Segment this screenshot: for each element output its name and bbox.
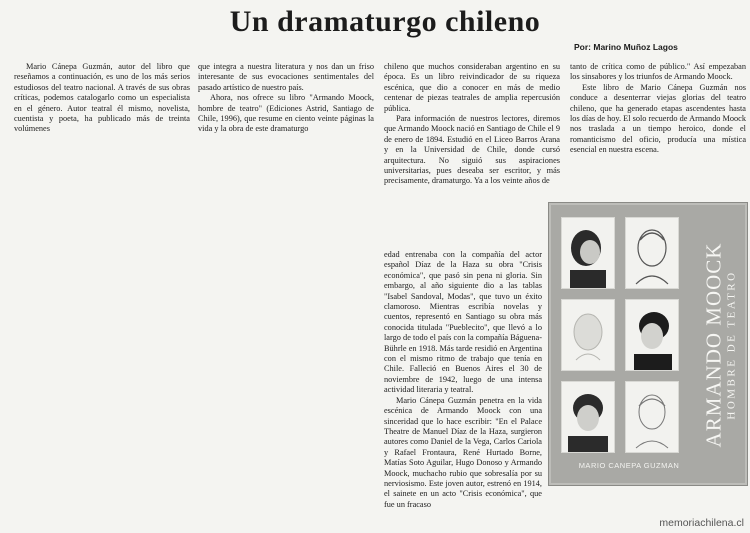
text-column-4	[570, 62, 746, 156]
portrait-grid	[561, 217, 695, 453]
paragraph: Mario Cánepa Guzmán penetra en la vida escénica de Armando Moock con una sinceridad que lo hace escribir: "En el Palace Theatre de Manuel Díaz de la Haza, surgieron autores como Daniel de la Vega, Carlos Cariola y Rafael Frontaura, René Hurtado Borne, Matías Soto Aguilar, Hugo Donoso y Armando Moock, muchacho rubio que sobresalía por su nerviosismo. Este joven autor, estrenó en 1914, el sainete en un acto "Crisis económica", que fue un fracaso	[384, 395, 542, 509]
paragraph: que integra a nuestra literatura y nos dan un friso interesante de sus evocaciones sentimentales del pasado artístico de nuestro país.	[198, 62, 374, 92]
byline: Por: Marino Muñoz Lagos	[574, 42, 678, 52]
portrait-dark-icon	[625, 299, 679, 371]
portrait-sketch-icon	[625, 217, 679, 289]
book-title-vertical	[697, 209, 743, 481]
book-title: ARMANDO MOOCK	[701, 242, 725, 448]
book-author: MARIO CANEPA GUZMAN	[578, 461, 680, 470]
portrait-dark-icon	[561, 381, 615, 453]
paragraph: Este libro de Mario Cánepa Guzmán nos conduce a desenterrar viejas glorias del teatro chileno, que ha generado etapas ascendentes hasta los días de hoy. El solo recuerdo de Armando Moock nos traslada a un tiempo heroico, donde el romanticismo del oficio, producía una mística esencial en nuestra escena.	[570, 82, 746, 155]
book-subtitle: HOMBRE DE TEATRO	[725, 270, 737, 420]
portrait-sketch-icon	[625, 381, 679, 453]
text-column-2	[198, 62, 374, 135]
paragraph: Mario Cánepa Guzmán, autor del libro que reseñamos a continuación, es uno de los más serios estudiosos del teatro nacional. A través de sus obras críticas, podemos catalogarlo como un especialista en el género. Autor teatral él mismo, novelista, cuentista y poeta, ha publicado más de treinta volúmenes	[14, 62, 190, 134]
paragraph: Ahora, nos ofrece su libro "Armando Moock, hombre de teatro" (Ediciones Astrid, Santiago de Chile, 1996), que resume en ciento veinte páginas la vida y la obra de este dramaturgo	[198, 93, 374, 134]
article-title: Un dramaturgo chileno	[120, 5, 650, 39]
book-cover-image	[548, 202, 748, 486]
paragraph: Para información de nuestros lectores, diremos que Armando Moock nació en Santiago de Chile el 9 de enero de 1894. Estudió en el Liceo Barros Arana y en la Universidad de Chile, donde cursó arquitectura. No siguió sus aspiraciones universitarias, pues deseaba ser escritor, y más precisamente, dramaturgo. Ya a los veinte años de	[384, 114, 560, 186]
paragraph: tanto de crítica como de público." Así empezaban los sinsabores y los triunfos de Armando Moock.	[570, 62, 746, 82]
text-column-3-continued	[384, 250, 542, 510]
paragraph: edad entrenaba con la compañía del actor español Díaz de la Haza su obra "Crisis económica", que pasó sin pena ni gloria. Sin embargo, al año siguiente dio a las tablas "Isabel Sandoval, Modas", que tuvo un éxito clamoroso. Mientras escribía novelas y cuentos, representó en Santiago su obra más conocida titulada "Pueblecito", que llevó a lo largo de todo el país con la compañía Báguena-Bührle en 1918. Más tarde residió en Argentina con el mismo ritmo de trabajo que tenía en Chile. Falleció en Buenos Aires el 30 de noviembre de 1942, luego de una intensa actividad literaria y teatral.	[384, 250, 542, 395]
watermark: memoriachilena.cl	[659, 517, 744, 529]
text-column-1	[14, 62, 190, 135]
portrait-relief-icon	[561, 299, 615, 371]
portrait-dark-icon	[561, 217, 615, 289]
text-column-3	[384, 62, 560, 187]
paragraph: chileno que muchos consideraban argentino en su época. Es un libro reivindicador de su riqueza escénica, que dio a conocer en más de medio centenar de piezas teatrales de amplia repercusión pública.	[384, 62, 560, 113]
